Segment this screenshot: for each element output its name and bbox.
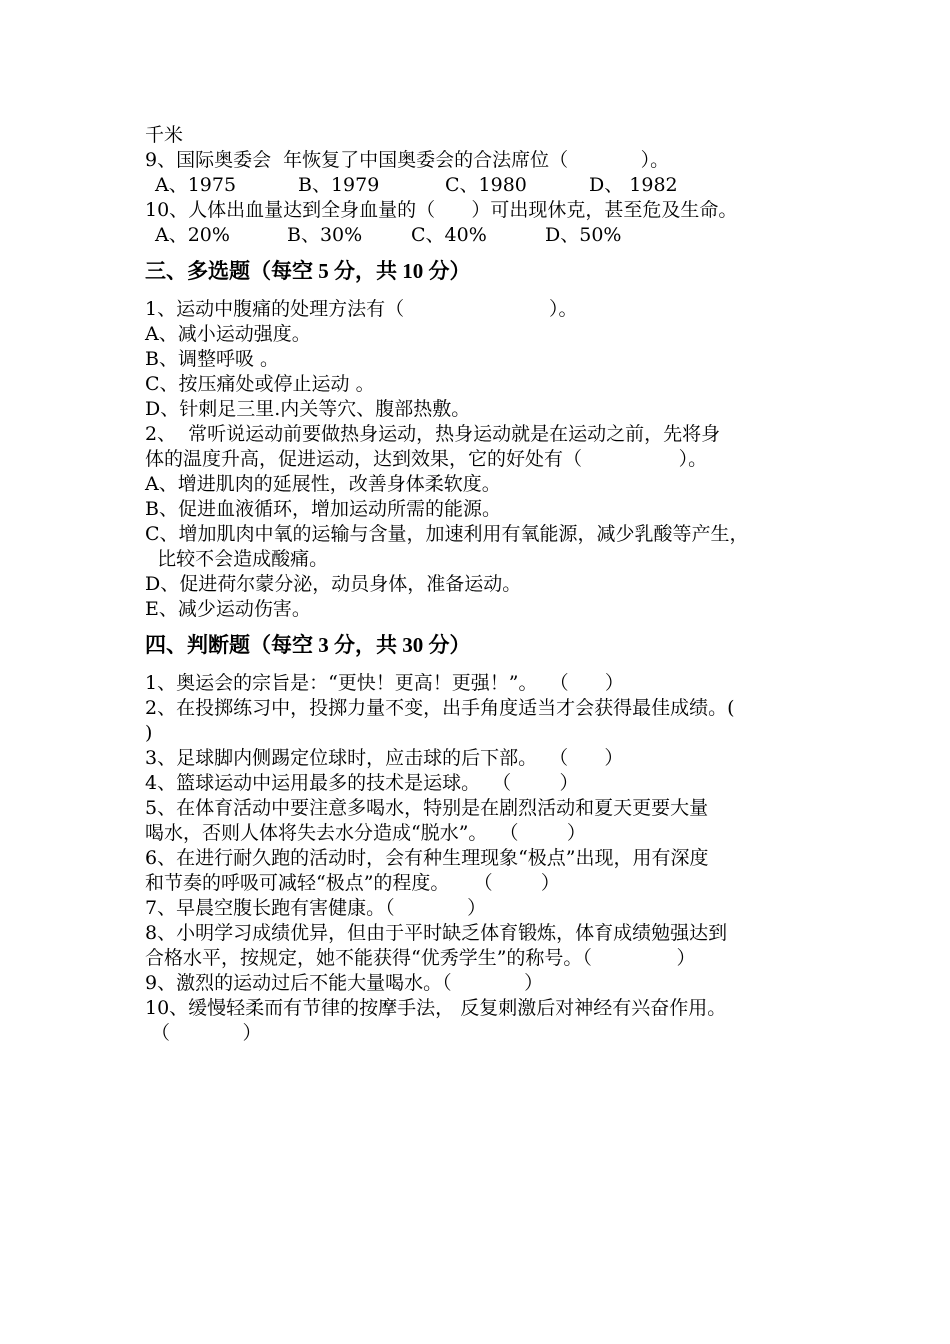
section-3-line: E、减少运动伤害。 [145, 598, 311, 620]
question-10-stem: 10、人体出血量达到全身血量的（ ）可出现休克，甚至危及生命。 [145, 199, 738, 221]
option-b: B、1979 [298, 174, 380, 196]
section-3-title: 三、多选题（每空 5 分，共 10 分） [145, 259, 471, 283]
section-3-line: C、按压痛处或停止运动 。 [145, 373, 375, 395]
section-3-line: 2、 常听说运动前要做热身运动，热身运动就是在运动之前，先将身 [145, 423, 721, 445]
section-4-line: 2、在投掷练习中，投掷力量不变，出手角度适当才会获得最佳成绩。( [145, 697, 735, 719]
section-4-line: 8、小明学习成绩优异，但由于平时缺乏体育锻炼，体育成绩勉强达到 [145, 922, 728, 944]
section-4-line: 7、早晨空腹长跑有害健康。（ ） [145, 897, 487, 919]
section-3-line: A、减小运动强度。 [145, 323, 311, 345]
section-4-line: 和节奏的呼吸可减轻“极点”的程度。 （ ） [145, 872, 560, 894]
section-4-line: 10、缓慢轻柔而有节律的按摩手法， 反复刺激后对神经有兴奋作用。 [145, 997, 727, 1019]
option-d: D、 1982 [589, 174, 678, 196]
section-3-line: A、增进肌肉的延展性，改善身体柔软度。 [145, 473, 501, 495]
section-4-line: 1、奥运会的宗旨是：“更快！更高！更强！”。 （ ） [145, 672, 624, 694]
section-4-line: 4、篮球运动中运用最多的技术是运球。 （ ） [145, 772, 579, 794]
section-4-line: 5、在体育活动中要注意多喝水，特别是在剧烈活动和夏天更要大量 [145, 797, 709, 819]
option-a: A、20% [155, 224, 230, 246]
option-a: A、1975 [155, 174, 237, 196]
option-d: D、50% [545, 224, 622, 246]
section-4-line: （ ） [145, 1022, 262, 1044]
option-b: B、30% [287, 224, 363, 246]
option-c: C、40% [411, 224, 487, 246]
section-3-line: D、促进荷尔蒙分泌，动员身体，准备运动。 [145, 573, 522, 595]
section-3-line: 1、运动中腹痛的处理方法有（ ）。 [145, 298, 578, 320]
section-3-line: B、调整呼吸 。 [145, 348, 280, 370]
section-3-line: D、针刺足三里.内关等穴、腹部热敷。 [145, 398, 471, 420]
section-4-line: ) [145, 722, 153, 744]
section-3-line: C、增加肌肉中氧的运输与含量，加速利用有氧能源，减少乳酸等产生， [145, 523, 749, 545]
section-3-line: 比较不会造成酸痛。 [145, 548, 329, 570]
section-4-line: 3、足球脚内侧踢定位球时，应击球的后下部。 （ ） [145, 747, 624, 769]
section-3-line: B、促进血液循环，增加运动所需的能源。 [145, 498, 501, 520]
question-10-options [145, 223, 825, 248]
section-4-line: 6、在进行耐久跑的活动时，会有种生理现象“极点”出现，用有深度 [145, 847, 709, 869]
question-9-stem: 9、国际奥委会 年恢复了中国奥委会的合法席位（ ）。 [145, 149, 670, 171]
section-4-line: 合格水平，按规定，她不能获得“优秀学生”的称号。（ ） [145, 947, 696, 969]
text-line: 千米 [145, 124, 184, 146]
page-content [145, 123, 825, 1046]
section-4-title: 四、判断题（每空 3 分，共 30 分） [145, 633, 471, 657]
section-4-line: 喝水，否则人体将失去水分造成“脱水”。 （ ） [145, 822, 586, 844]
question-9-options [145, 173, 825, 198]
section-4-line: 9、激烈的运动过后不能大量喝水。（ ） [145, 972, 544, 994]
option-c: C、1980 [445, 174, 527, 196]
section-3-line: 体的温度升高，促进运动，达到效果，它的好处有（ ）。 [145, 448, 708, 470]
